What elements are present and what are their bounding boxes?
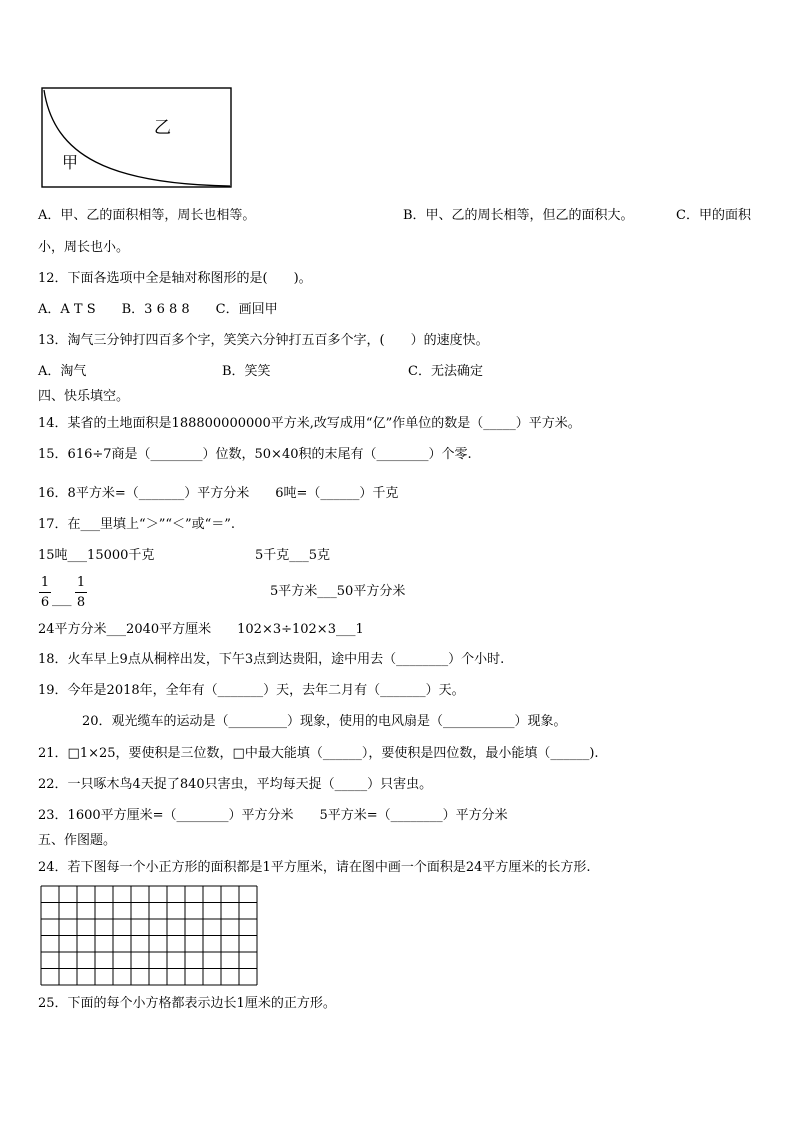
fraction-2-denominator: 8 <box>76 595 86 610</box>
q16: 16．8平方米=（_______）平方分米 6吨=（______）千克 <box>38 486 399 501</box>
q17-stem: 17．在___里填上“＞”“＜”或“＝”. <box>38 517 236 532</box>
area-figure <box>40 86 235 192</box>
q15: 15．616÷7商是（________）位数，50×40积的末尾有（________）个零. <box>38 447 472 462</box>
q17-item-d: 24平方分米___2040平方厘米 102×3÷102×3___1 <box>38 622 364 637</box>
q12-stem: 12．下面各选项中全是轴对称图形的是( )。 <box>38 271 312 286</box>
fraction-2-numerator: 1 <box>76 575 86 590</box>
figure-label-jia: 甲 <box>62 153 79 172</box>
fraction-1-numerator: 1 <box>40 575 50 590</box>
fraction-one-sixth <box>39 575 51 610</box>
q11-option-c-part1: C．甲的面积 <box>676 208 751 223</box>
q13-option-b: B．笑笑 <box>222 364 271 379</box>
fraction-one-eighth <box>75 575 87 610</box>
q23: 23．1600平方厘米=（________）平方分米 5平方米=（________）平方分米 <box>38 808 508 823</box>
q21: 21．□1×25，要使积是三位数，□中最大能填（______），要使积是四位数，最小能填（______). <box>38 746 599 761</box>
q17-item-c: 5平方米___50平方分米 <box>270 584 406 599</box>
figure-label-yi: 乙 <box>154 118 171 138</box>
figure-rectangle <box>42 88 231 187</box>
q13-stem: 13．淘气三分钟打四百多个字，笑笑六分钟打五百多个字，( ）的速度快。 <box>38 333 489 348</box>
q13-option-a: A．淘气 <box>38 364 87 379</box>
q11-option-b: B．甲、乙的周长相等，但乙的面积大。 <box>403 208 634 223</box>
q17-fraction-blank: ___ <box>52 592 72 607</box>
fraction-1-denominator: 6 <box>40 595 50 610</box>
q20: 20．观光缆车的运动是（_________）现象，使用的电风扇是（___________）现象。 <box>82 714 567 729</box>
square-grid <box>40 885 262 989</box>
q19: 19．今年是2018年，全年有（_______）天，去年二月有（_______）天。 <box>38 683 465 698</box>
section-4-heading: 四、快乐填空。 <box>38 389 130 404</box>
q13-option-c: C．无法确定 <box>408 364 483 379</box>
q24: 24．若下图每一个小正方形的面积都是1平方厘米，请在图中画一个面积是24平方厘米的长方形. <box>38 860 591 875</box>
q18: 18．火车早上9点从桐梓出发，下午3点到达贵阳，途中用去（________）个小时. <box>38 652 505 667</box>
q14: 14．某省的土地面积是188800000000平方米,改写成用“亿”作单位的数是（_____）平方米。 <box>38 416 581 431</box>
q22: 22．一只啄木鸟4天捉了840只害虫，平均每天捉（_____）只害虫。 <box>38 777 433 792</box>
section-5-heading: 五、作图题。 <box>38 833 117 848</box>
q11-option-c-part2: 小，周长也小。 <box>38 240 130 255</box>
q17-item-a: 15吨___15000千克 <box>38 548 155 563</box>
q11-option-a: A．甲、乙的面积相等，周长也相等。 <box>38 208 256 223</box>
q25: 25．下面的每个小方格都表示边长1厘米的正方形。 <box>38 996 336 1011</box>
q17-item-b: 5千克___5克 <box>255 548 331 563</box>
q12-options: A．A T S B．3 6 8 8 C．画回甲 <box>38 302 278 317</box>
